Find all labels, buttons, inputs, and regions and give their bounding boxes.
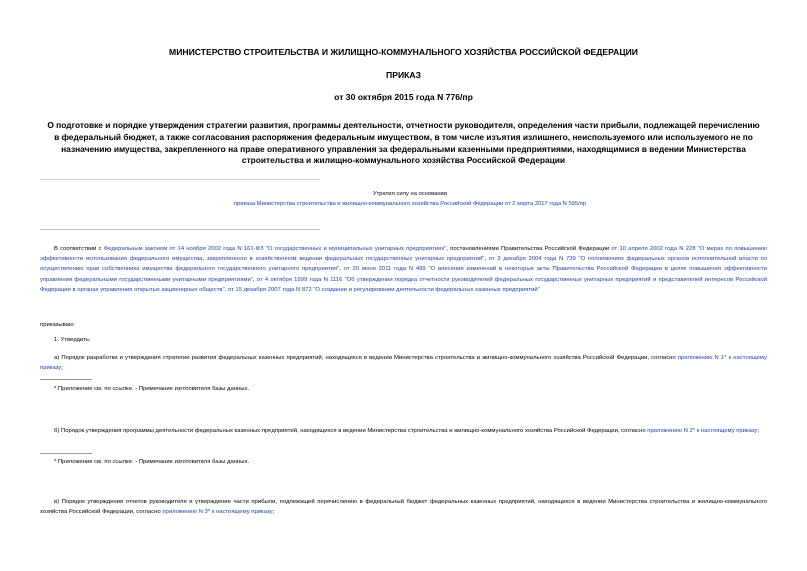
separator-bottom <box>40 229 320 230</box>
order-title: О подготовке и порядке утверждения стратегии развития, программы деятельности, отчетности руководителя, определения части прибыли, подлежащей перечислению в федеральный бюджет, а также согласования распоряжения федеральным имуществом, в том числе изъятия излишнего, неиспользуемого или используемого не по назначению имущества, закрепленного на праве оперативного управления за федеральными казенными предприятиями, находящимися в ведении Министерства строительства и жилищно-коммунального хозяйства Российской Федерации <box>47 120 760 166</box>
item-a-end: ; <box>61 365 63 372</box>
revoked-link[interactable]: приказа Министерства строительства и жилищно-коммунального хозяйства Российской Федерации от 2 марта 2017 года N 595/пр <box>233 201 587 208</box>
preamble-separator: , <box>339 266 344 273</box>
footnote-separator-a <box>40 379 92 380</box>
preamble-mid: , постановлениями Правительства Российской Федерации <box>446 246 612 252</box>
resolution-228-link[interactable]: от 10 апреля 2002 года N 228 "О мерах по повышению эффективности использования федерального имущества, закрепленного в хозяйственном ведении федеральных государственных унитарных предприятий" <box>40 246 767 263</box>
footnote-a: * Приложение см. по ссылке. - Примечание изготовителя базы данных. <box>54 386 250 392</box>
resolution-1116-link[interactable]: от 4 октября 1999 года N 1116 "Об утверждении порядка отчетности руководителей федеральных государственных унитарных предприятий и представителей интересов Российской Федерации в органах управления открытых акционерных обществ" <box>40 276 767 293</box>
item-v-text: в) Порядок утверждения отчетов руководителя и утверждение части прибыли, подлежащей перечислению в федеральный бюджет федеральных казенных предприятий, находящихся в ведении Министерства строительства и жилищно-коммунального хозяйства Российской Федерации, согласно <box>40 499 767 516</box>
item-a-text: а) Порядок разработки и утверждения стратегии развития федеральных казенных предприятий, находящихся в ведении Министерства строительства и жилищно-коммунального хозяйства Российской Федерации, согласно <box>54 355 678 361</box>
order-date: от 30 октября 2015 года N 776/пр <box>334 92 473 102</box>
preamble-separator: , <box>252 276 257 283</box>
appendix-2-link[interactable]: приложению N 2* к настоящему приказу <box>647 428 758 434</box>
prikazyvayu-text: приказываю: <box>40 322 76 328</box>
preamble-separator: , <box>484 256 489 263</box>
revoked-notice <box>180 189 640 209</box>
law-161-link[interactable]: Федеральным законом от 14 ноября 2002 года N 161-ФЗ "О государственных и муниципальных унитарных предприятиях" <box>103 246 447 252</box>
preamble-intro: В соответствии с <box>54 246 104 252</box>
separator-top <box>40 179 320 180</box>
revoked-label: Утратил силу на основании <box>372 191 448 197</box>
appendix-1-link[interactable]: приложению N 1* к настоящему приказу <box>40 355 767 372</box>
appendix-3-link[interactable]: приложению N 3* к настоящему приказу <box>162 509 273 516</box>
ministry-heading: МИНИСТЕРСТВО СТРОИТЕЛЬСТВА И ЖИЛИЩНО-КОММУНАЛЬНОГО ХОЗЯЙСТВА РОССИЙСКОЙ ФЕДЕРАЦИИ <box>169 47 638 57</box>
item-b <box>40 426 767 436</box>
resolution-499-link[interactable]: от 20 июня 2011 года N 499 "О внесении изменений в некоторые акты Правительства Российской Федерации в целях повышения эффективности управления федеральными государственными унитарными предприятиями" <box>40 266 767 283</box>
item-b-text: б) Порядок утверждения программы деятельности федеральных казенных предприятий, находящихся в ведении Министерства строительства и жилищно-коммунального хозяйства Российской Федерации, согласно <box>54 428 648 434</box>
order-heading: ПРИКАЗ <box>386 70 421 80</box>
item-b-end: ; <box>757 428 760 434</box>
footnote-separator-b <box>40 453 92 454</box>
item-v-end: ; <box>272 509 275 516</box>
preamble <box>40 244 767 295</box>
item-v <box>40 497 767 517</box>
item-1: 1. Утвердить: <box>54 337 91 343</box>
resolution-872-link[interactable]: от 15 декабря 2007 года N 872 "О создании и регулировании деятельности федеральных казенных предприятий" <box>227 286 540 293</box>
item-a <box>40 353 767 373</box>
footnote-b: * Приложение см. по ссылке. - Примечание изготовителя базы данных. <box>54 459 250 465</box>
preamble-separator: , <box>224 286 228 293</box>
resolution-739-link[interactable]: от 3 декабря 2004 года N 739 "О полномочиях федеральных органов исполнительной власти по осуществлению прав собственника имущества федерального государственного унитарного предприятия" <box>40 256 767 273</box>
